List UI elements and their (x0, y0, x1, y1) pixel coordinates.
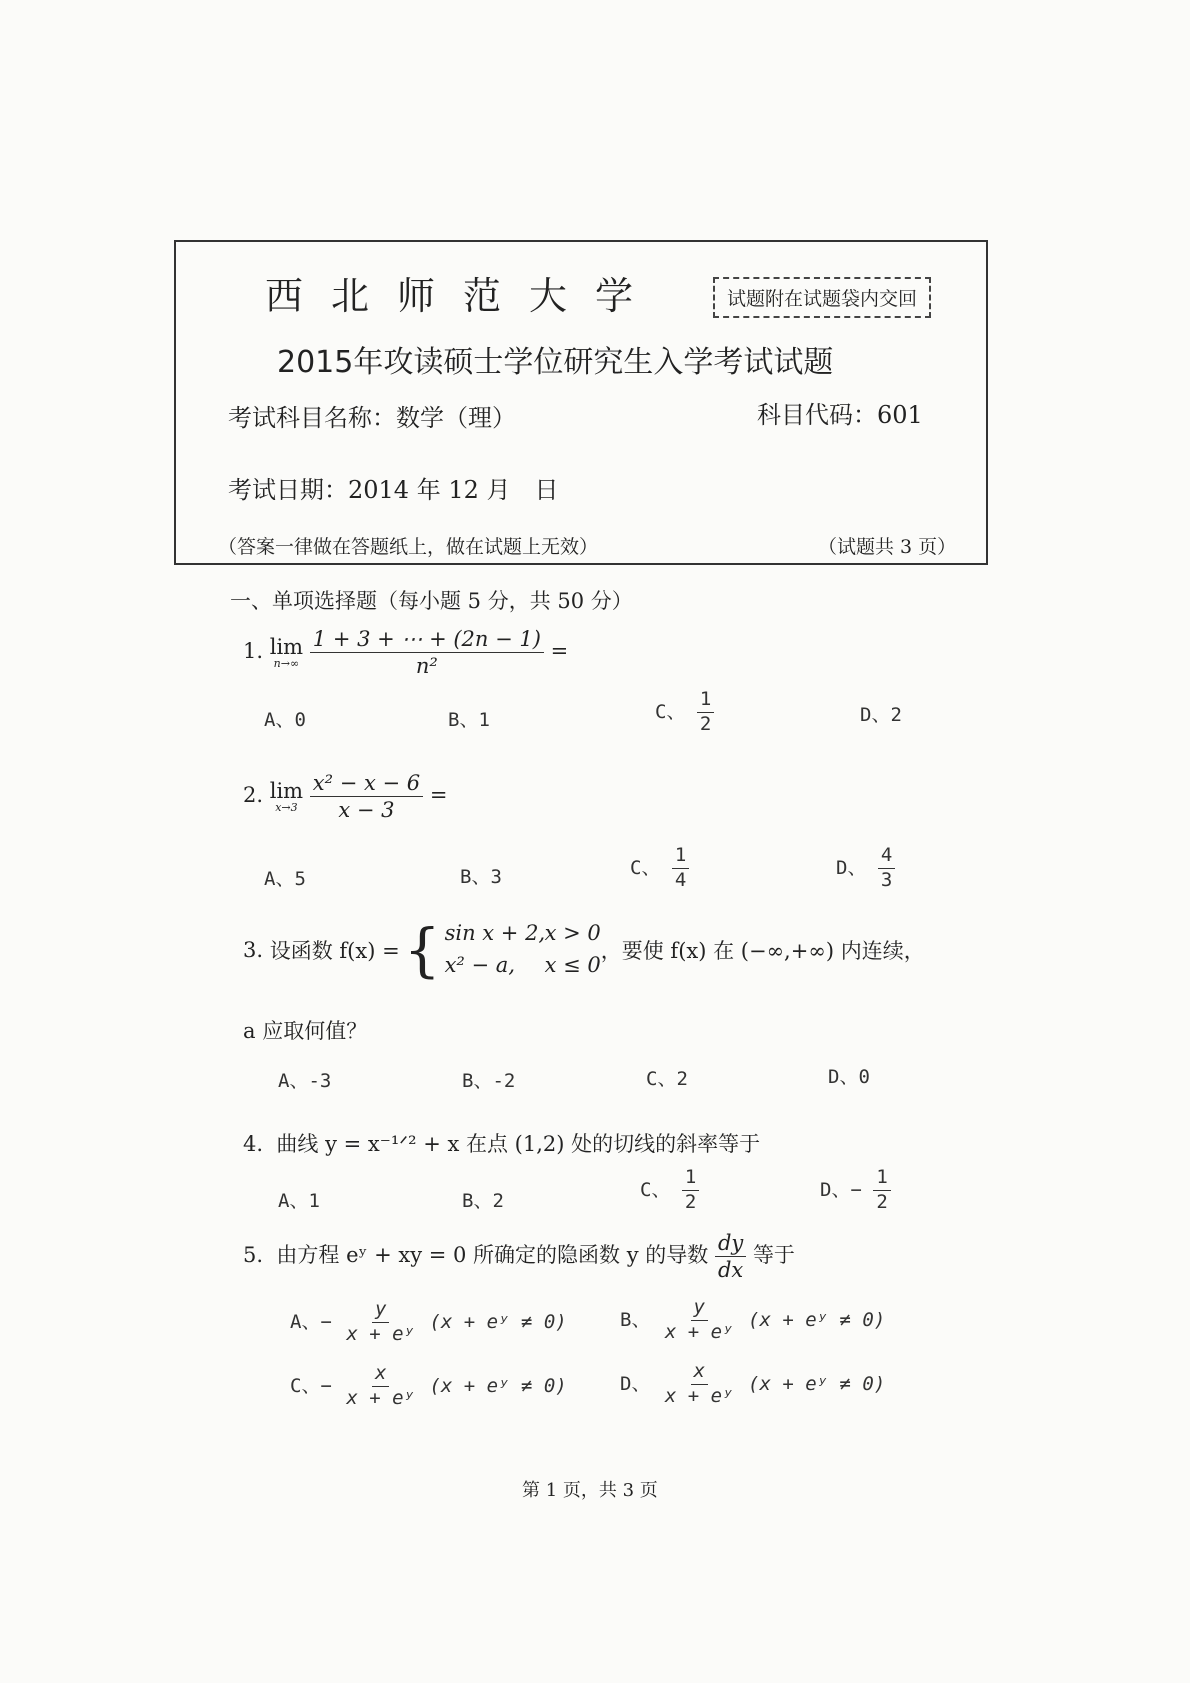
question-number: 2. (243, 783, 264, 808)
q5-option-d: D、 $\frac{x}{\text{x + eʸ}}$ (x + eʸ ≠ 0) (620, 1360, 886, 1407)
q3-option-a: A、-3 (278, 1070, 332, 1092)
limit-operator: lim n→∞ (269, 634, 304, 670)
notice-box: 试题附在试题袋内交回 (713, 277, 931, 318)
q5-option-c: C、− $\frac{x}{\text{x + eʸ}}$ (x + eʸ ≠ 0) (290, 1362, 567, 1409)
q1-option-b: B、1 (448, 709, 490, 731)
question-3-line2: a 应取何值？ (243, 1019, 368, 1043)
q2-option-c: C、 $\frac{1}{4}$ (630, 846, 689, 891)
page-count-note: （试题共 3 页） (818, 536, 957, 558)
subject-code: 科目代码：601 (757, 401, 923, 429)
q5-option-b: B、 $\frac{y}{\text{x + eʸ}}$ (x + eʸ ≠ 0) (620, 1296, 886, 1343)
q4-option-c: C、 $\frac{1}{2}$ (640, 1168, 699, 1213)
question-3: 3. 设函数 f(x) = { sin x + 2,x > 0 x² − a, x ≤ 0 ，要使 f(x) 在 (−∞,+∞) 内连续， (243, 915, 925, 984)
q2-option-a: A、5 (264, 868, 306, 890)
question-1: 1. lim n→∞ $\frac{1 + 3 + \cdots + (2n - 1)}{\text{n²}}$ = (243, 627, 569, 679)
fraction: $\frac{\text{x² − x − 6}}{x - 3}$ (310, 772, 423, 821)
exam-title: 2015年攻读硕士学位研究生入学考试试题 (277, 345, 834, 380)
q3-option-c: C、2 (646, 1068, 688, 1090)
piecewise-cases: sin x + 2,x > 0 x² − a, x ≤ 0 (444, 921, 601, 977)
fraction: $\frac{1 + 3 + \cdots + (2n - 1)}{\text{n²}}$ (310, 628, 544, 677)
q1-option-a: A、0 (264, 709, 306, 731)
derivative-fraction: $\frac{dy}{dx}$ (715, 1232, 746, 1281)
question-4: 4. 曲线 y = x⁻¹ᐟ² + x 在点 (1,2) 处的切线的斜率等于 (243, 1132, 761, 1156)
q1-option-d: D、2 (860, 704, 902, 726)
exam-date: 考试日期：2014 年 12 月 日 (228, 476, 559, 504)
limit-operator: lim x→3 (269, 778, 304, 814)
q4-option-b: B、2 (462, 1190, 504, 1212)
q3-option-d: D、0 (828, 1066, 870, 1088)
answer-note: （答案一律做在答题纸上，做在试题上无效） (218, 536, 599, 558)
page-footer: 第 1 页，共 3 页 (522, 1480, 658, 1501)
q1-option-c: C、 $\frac{1}{2}$ (655, 690, 714, 735)
question-number: 3. (243, 937, 264, 962)
q2-option-b: B、3 (460, 866, 502, 888)
question-5: 5. 由方程 eʸ + xy = 0 所确定的隐函数 y 的导数 $\frac{dy}{dx}$ 等于 (243, 1231, 795, 1283)
q2-option-d: D、 $\frac{4}{3}$ (836, 846, 895, 891)
q4-option-d: D、− $\frac{1}{2}$ (820, 1168, 891, 1213)
question-number: 1. (243, 639, 264, 664)
section-title: 一、单项选择题（每小题 5 分，共 50 分） (230, 589, 633, 613)
question-number: 5. (243, 1243, 264, 1268)
question-number: 4. (243, 1132, 264, 1156)
subject-label: 考试科目名称：数学（理） (228, 404, 516, 432)
q5-option-a: A、− $\frac{y}{\text{x + eʸ}}$ (x + eʸ ≠ 0) (290, 1298, 567, 1345)
university-name: 西北师范大学 (265, 274, 662, 318)
brace: { (403, 915, 441, 984)
question-2: 2. lim x→3 $\frac{\text{x² − x − 6}}{x - 3}$ = (243, 771, 448, 823)
q3-option-b: B、-2 (462, 1070, 516, 1092)
q4-option-a: A、1 (278, 1190, 320, 1212)
